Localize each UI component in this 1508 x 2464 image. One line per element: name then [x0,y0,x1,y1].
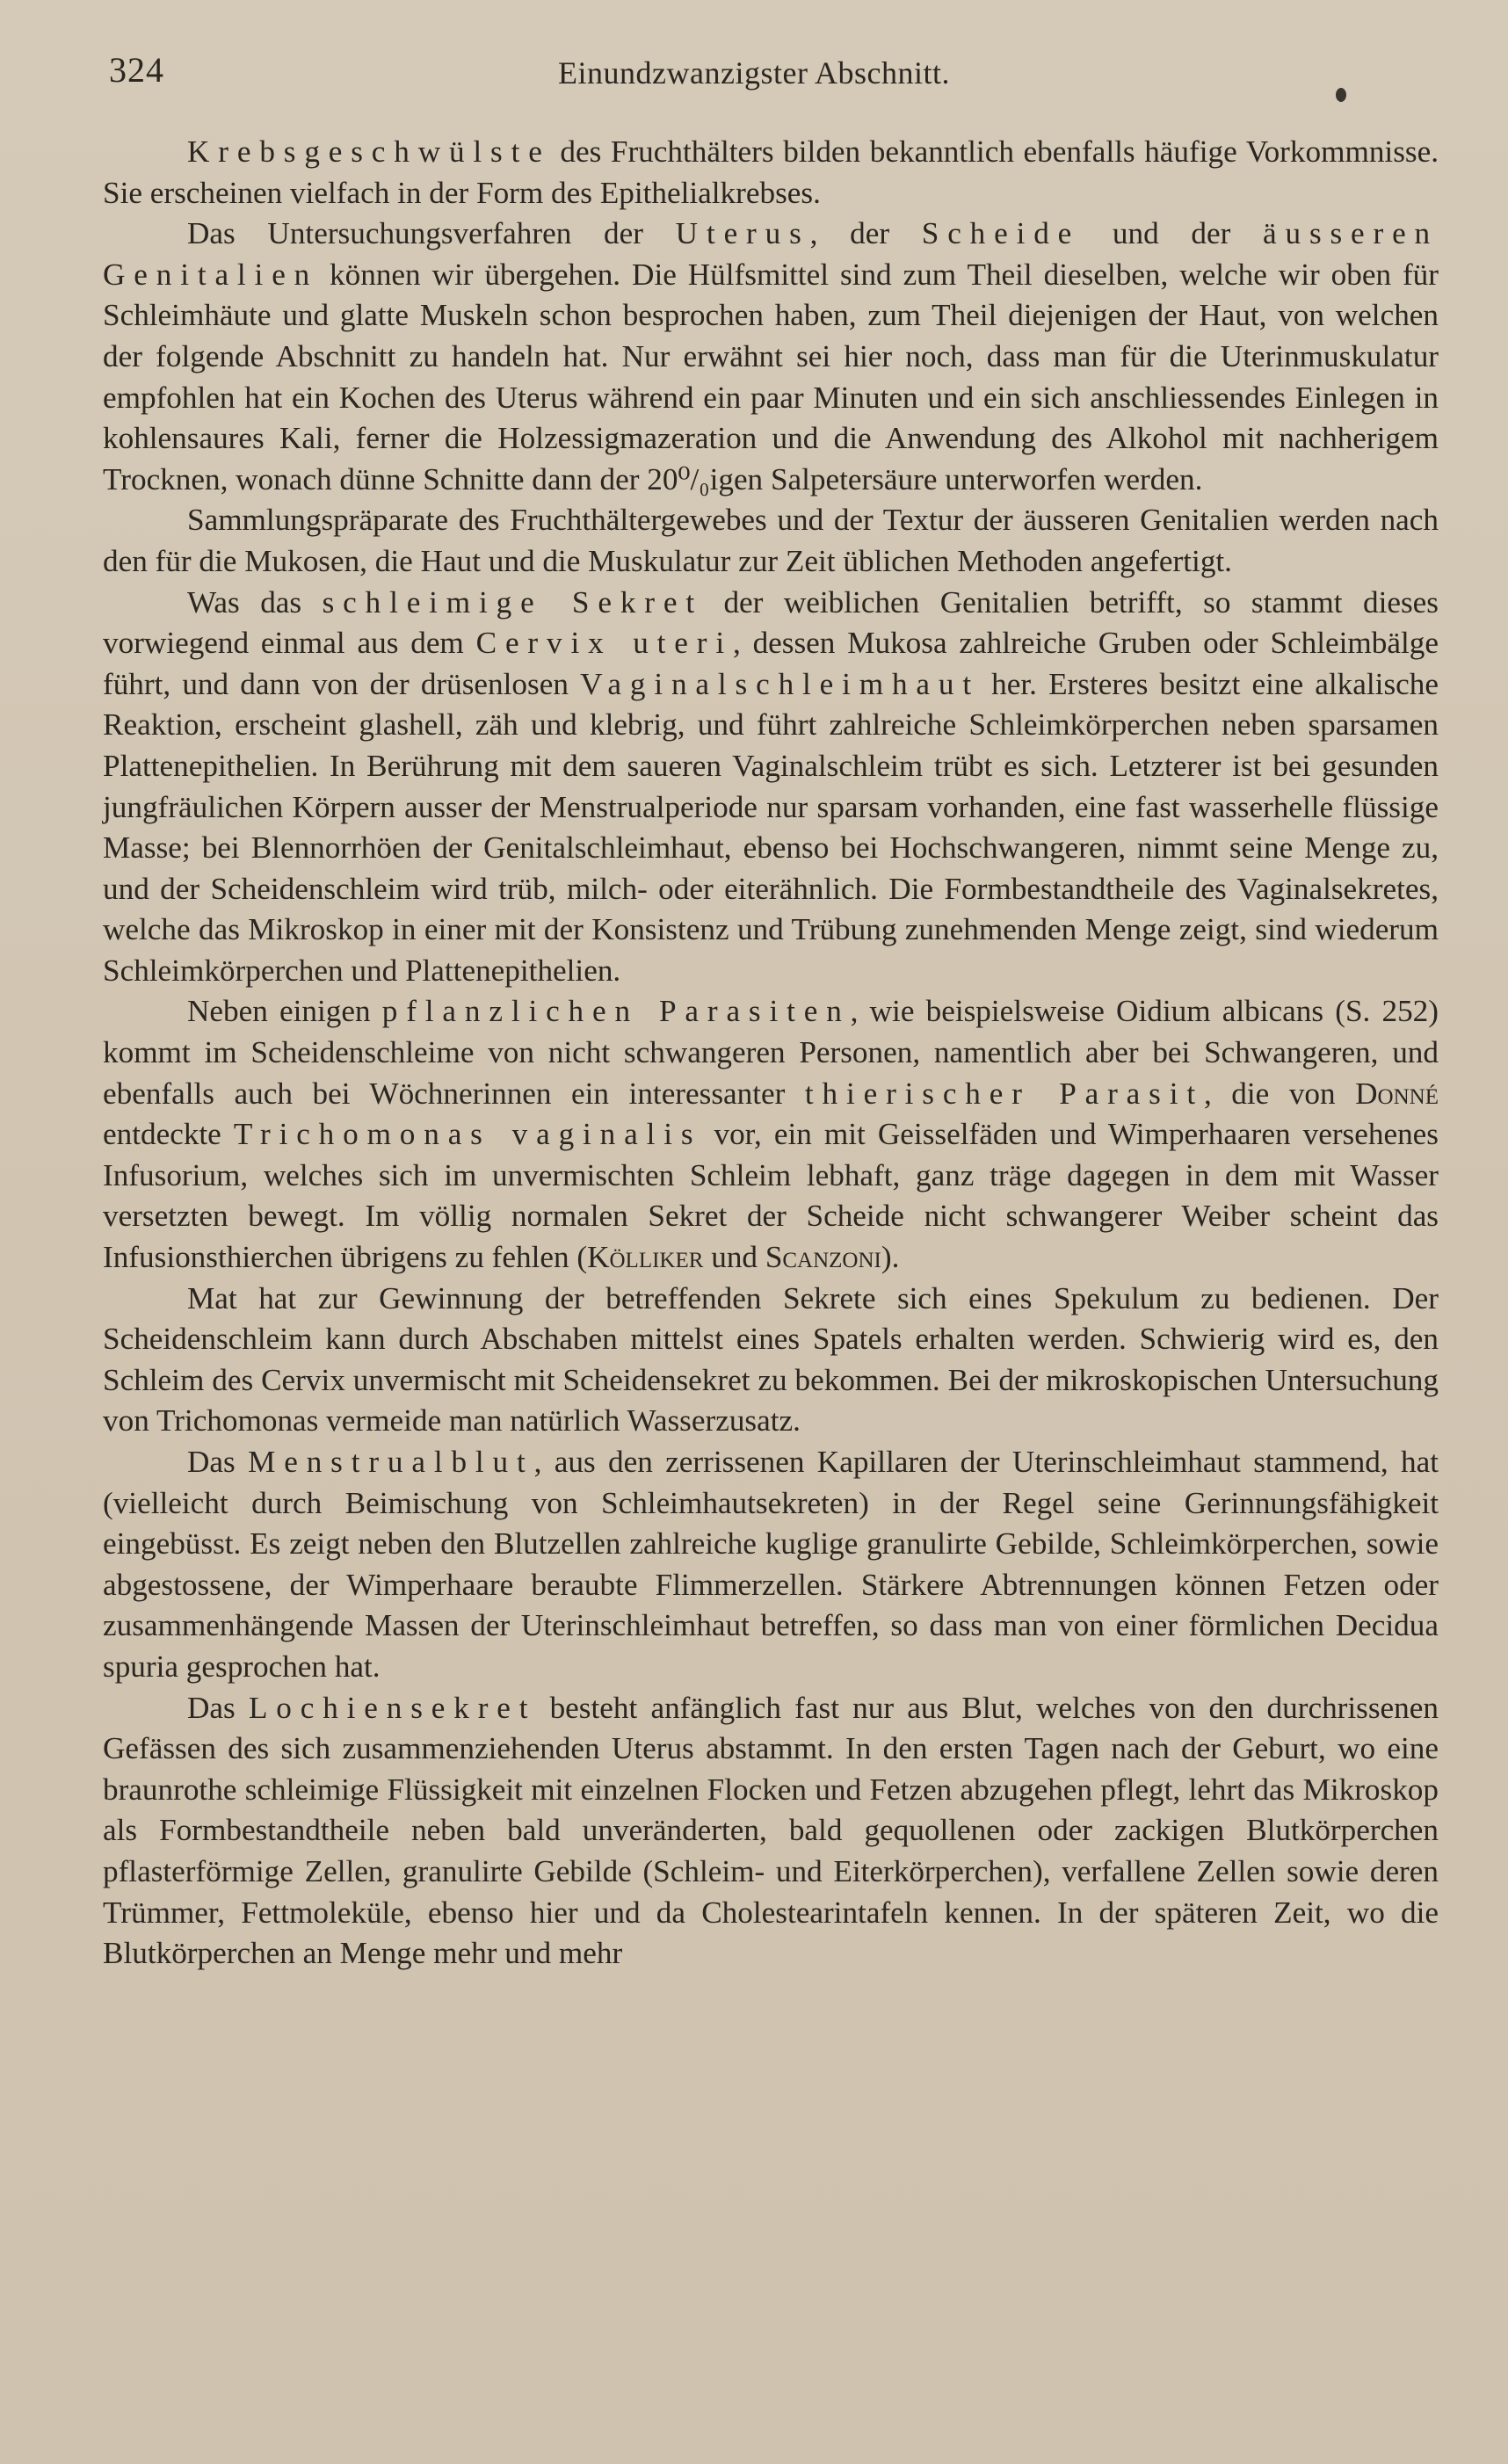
page-header [105,49,1403,102]
text-run: Das [187,1690,249,1725]
spaced-term: Uterus [675,216,810,251]
spaced-term: Vaginalschleimhaut [580,666,980,701]
paragraph-lochiensekret [103,1688,1439,1975]
text-run: vor, ein mit Geisselfäden und Wimperhaaren versehenes Infusorium, welches sich im unvermischten Schleim lebhaft, ganz träge dagegen in dem mit Wasser versetzten bewegt. Im völlig normalen Sekret der Scheide nicht schwangerer Weiber scheint das Infusionsthierchen übrigens zu fehlen ( [103,1117,1439,1275]
paragraph-untersuchungsverfahren [103,214,1439,500]
paragraph-menstrualblut [103,1442,1439,1688]
text-run: , wie beispielsweise Oidium albicans (S. 252) kommt im Scheidenschleime von nicht schwangeren Personen, namentlich aber bei Schwangeren, und ebenfalls auch bei Wöchnerinnen ein interessanter [103,994,1439,1111]
running-title: Einundzwanzigster Abschnitt. [558,55,950,91]
text-run: Mat hat zur Gewinnung der betreffenden Sekrete sich eines Spekulum zu bedienen. Der Scheidenschleim kann durch Abschaben mittelst eines Spatels erhalten werden. Schwierig wird es, den Schleim des Cervix unvermischt mit Scheidensekret zu bekommen. Bei der mikroskopischen Untersuchung von Trichomonas vermeide man natürlich Wasserzusatz. [103,1280,1439,1439]
text-run: können wir übergehen. Die Hülfsmittel sind zum Theil dieselben, welche wir oben für Schleimhäute und glatte Muskeln schon besprochen haben, zum Theil diejenigen der Haut, von welchen der folgende Abschnitt zu handeln hat. Nur erwähnt sei hier noch, dass man für die Uterinmuskulatur empfohlen hat ein Kochen des Uterus während ein paar Minuten und ein sich anschliessendes Einlegen in kohlensaures Kali, ferner die Holzessigmazeration und die Anwendung des Alkohol mit nachherigem Trocknen, wonach dünne Schnitte dann der 20⁰/₀igen Salpetersäure unterworfen werden. [103,257,1439,496]
spaced-term: thierischer Parasit [804,1076,1204,1111]
author-name: Kölliker [587,1240,704,1275]
spaced-term: äusseren Genitalien [103,216,1439,292]
author-name: Scanzoni [765,1240,881,1275]
text-run: besteht anfänglich fast nur aus Blut, welches von den durchrissenen Gefässen des sich zusammenziehenden Uterus abstammt. In den ersten Tagen nach der Geburt, wo eine braunrothe schleimige Flüssigkeit mit einzelnen Flocken und Fetzen abzugehen pflegt, lehrt das Mikroskop als Formbestandtheile neben bald unveränderten, bald gequollenen oder zackigen Blutkörperchen pflasterförmige Zellen, granulirte Gebilde (Schleim- und Eiterkörperchen), verfallene Zellen sowie deren Trümmer, Fettmoleküle, ebenso hier und da Cholestearintafeln kennen. In der späteren Zeit, wo die Blutkörperchen an Menge mehr und mehr [103,1690,1439,1971]
text-run: , aus den zerrissenen Kapillaren der Uterinschleimhaut stammend, hat (vielleicht durch Beimischung von Schleimhautsekreten) in der Regel seine Gerinnungsfähigkeit eingebüsst. Es zeigt neben den Blutzellen zahlreiche kuglige granulirte Gebilde, Schleimkörperchen, sowie abgestossene, der Wimperhaare beraubte Flimmerzellen. Stärkere Abtrennungen können Fetzen oder zusammenhängende Massen der Uterinschleimhaut betreffen, so dass man von einer förmlichen Decidua spuria gesprochen hat. [103,1445,1439,1684]
author-name: Donné [1355,1076,1439,1111]
page-number: 324 [109,50,164,90]
paragraph-sammlungspraeparate [103,500,1439,582]
body-text [103,132,1439,1975]
text-run: entdeckte [103,1117,234,1152]
spaced-term: Cervix uteri [475,626,733,661]
spaced-term: pflanzlichen Parasiten [381,994,851,1029]
spaced-term: Scheide [921,216,1081,251]
text-run: ). [881,1240,900,1275]
text-run: Das Untersuchungsverfahren der [187,216,676,251]
text-run: und der [1080,216,1264,251]
text-run: , der [809,216,922,251]
text-run: her. Ersteres besitzt eine alkalische Reaktion, erscheint glashell, zäh und klebrig, und führt zahlreiche Schleimkörperchen neben sparsamen Plattenepithelien. In Berührung mit dem saueren Vaginalschleim trübt es sich. Letzterer ist bei gesunden jungfräulichen Körpern ausser der Menstrualperiode nur sparsam vorhanden, eine fast wasserhelle flüssige Masse; bei Blennorrhöen der Genitalschleimhaut, ebenso bei Hochschwangeren, nimmt seine Menge zu, und der Scheidenschleim wird trüb, milch- oder eiterähnlich. Die Formbestandtheile des Vaginalsekretes, welche das Mikroskop in einer mit der Konsistenz und Trübung zunehmenden Menge zeigt, sind wiederum Schleimkörperchen und Plattenepithelien. [103,666,1439,988]
text-run: Neben einigen [187,994,382,1029]
spaced-term: Menstrualblut [248,1445,534,1479]
ink-spot [1336,88,1346,102]
paragraph-parasiten [103,991,1439,1278]
spaced-term: Trichomonas vaginalis [233,1117,702,1152]
text-run: , dessen Mukosa zahlreiche Gruben oder Schleimbälge führt, und dann von der drüsenlosen [103,626,1439,701]
text-run: der weiblichen Genitalien betrifft, so stammt dieses vorwiegend einmal aus dem [103,584,1439,661]
text-run: , die von [1203,1076,1356,1111]
text-run: Was das [187,584,323,620]
text-run: des Fruchthälters bilden bekanntlich ebenfalls häufige Vorkommnisse. Sie erscheinen vielfach in der Form des Epithelialkrebses. [103,134,1439,210]
spaced-term: schleimige Sekret [322,584,703,620]
paragraph-gewinnung [103,1279,1439,1442]
text-run: Das [187,1445,249,1479]
paragraph-krebsgeschwuelste [103,132,1439,214]
text-run: und [703,1240,765,1275]
text-run: Sammlungspräparate des Fruchthältergewebes und der Textur der äusseren Genitalien werden nach den für die Mukosen, die Haut und die Muskulatur zur Zeit üblichen Methoden angefertigt. [103,503,1439,578]
spaced-term: Lochiensekret [248,1690,537,1725]
spaced-term: Krebsgeschwülste [187,134,551,169]
paragraph-schleimiges-sekret [103,583,1439,992]
